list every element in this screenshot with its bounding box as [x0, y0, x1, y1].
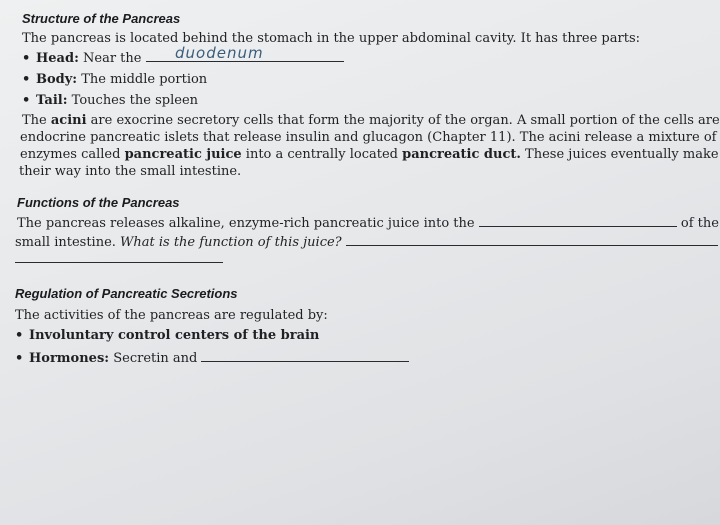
functions-blank-1[interactable] [479, 226, 677, 227]
bullet-body [22, 72, 207, 87]
functions-answer-blank-2[interactable] [15, 262, 223, 263]
head-text: Near the [83, 51, 142, 66]
bullet-dot: • [22, 72, 31, 87]
hormones-blank[interactable] [201, 361, 409, 362]
functions-line-2 [15, 234, 718, 251]
section-title-regulation: Regulation of Pancreatic Secretions [15, 286, 238, 301]
section-title-structure: Structure of the Pancreas [22, 11, 181, 26]
brain-text: Involuntary control centers of the brain [29, 328, 320, 343]
text-run: The [22, 113, 51, 128]
bullet-tail [22, 93, 198, 108]
functions-answer-blank[interactable] [346, 245, 718, 246]
acini-paragraph-line-4: their way into the small intestine. [19, 164, 242, 179]
hormones-label: Hormones: [29, 351, 110, 366]
acini-paragraph-line-1 [22, 112, 720, 129]
bullet-dot: • [15, 328, 24, 343]
text-run: are exocrine secretory cells that form the majority of the organ. A small portion of the cells are [86, 113, 720, 128]
regulation-intro: The activities of the pancreas are regulated by: [15, 308, 328, 323]
term-pancreatic-juice: pancreatic juice [124, 147, 242, 162]
text-run: enzymes called [20, 147, 125, 162]
head-handwritten-answer: duodenum [175, 44, 264, 62]
section-title-functions: Functions of the Pancreas [17, 195, 180, 210]
functions-line-1 [17, 215, 719, 232]
term-acini: acini [50, 113, 87, 128]
term-pancreatic-duct: pancreatic duct. [402, 147, 521, 162]
text-run: small intestine. [15, 235, 121, 250]
structure-intro: The pancreas is located behind the stomach in the upper abdominal cavity. It has three parts: [22, 31, 640, 46]
acini-paragraph-line-3 [20, 146, 719, 163]
bullet-dot: • [22, 51, 31, 66]
tail-text: Touches the spleen [71, 93, 199, 108]
text-run: These juices eventually make [520, 147, 719, 162]
text-run: The pancreas releases alkaline, enzyme-rich pancreatic juice into the [17, 216, 475, 231]
head-label: Head: [36, 51, 79, 66]
bullet-hormones [15, 351, 409, 366]
bullet-dot: • [15, 351, 24, 366]
hormones-text: Secretin and [113, 351, 198, 366]
text-run: of the [680, 216, 719, 231]
bullet-dot: • [22, 93, 31, 108]
body-label: Body: [36, 72, 78, 87]
text-run: into a centrally located [241, 147, 403, 162]
body-text: The middle portion [81, 72, 208, 87]
acini-paragraph-line-2: endocrine pancreatic islets that release insulin and glucagon (Chapter 11). The acini release a mixture of [20, 130, 717, 145]
bullet-brain [15, 328, 319, 343]
tail-label: Tail: [36, 93, 68, 108]
question-text: What is the function of this juice? [120, 235, 342, 250]
